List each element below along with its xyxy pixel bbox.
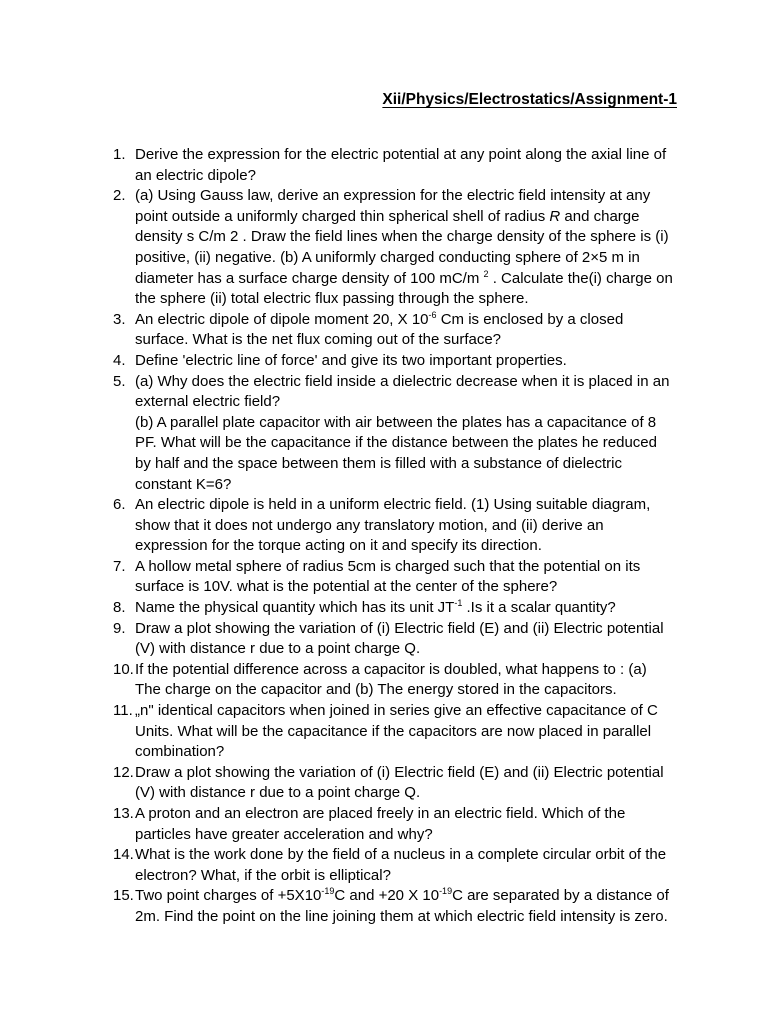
question-number: 11.: [113, 702, 133, 720]
question-item: [0, 186, 768, 310]
question-item: [0, 701, 768, 763]
question-item: [0, 598, 768, 619]
question-number: 7.: [113, 557, 126, 575]
question-number: 9.: [113, 619, 126, 637]
question-text-line: A hollow metal sphere of radius 5cm is charged such that the potential on its: [135, 557, 641, 575]
question-item: [0, 351, 768, 372]
question-item: [0, 619, 768, 660]
question-item: [0, 804, 768, 845]
question-text-line: Draw a plot showing the variation of (i) Electric field (E) and (ii) Electric potential: [135, 763, 664, 781]
question-text-line: An electric dipole is held in a uniform electric field. (1) Using suitable diagram,: [135, 496, 651, 514]
question-text-line: (V) with distance r due to a point charge Q.: [135, 784, 421, 802]
question-number: 3.: [113, 310, 126, 328]
question-number: 10.: [113, 660, 134, 678]
question-number: 6.: [113, 496, 126, 514]
question-text-line: surface. What is the net flux coming out of the surface?: [135, 331, 502, 349]
question-text-line: If the potential difference across a capacitor is doubled, what happens to : (a): [135, 660, 647, 678]
question-text-line: show that it does not undergo any translatory motion, and (ii) derive an: [135, 516, 604, 534]
question-text-line: The charge on the capacitor and (b) The energy stored in the capacitors.: [135, 681, 617, 699]
question-number: 15.: [113, 887, 134, 905]
document-header: Xii/Physics/Electrostatics/Assignment-1: [382, 91, 677, 108]
question-text-line: point outside a uniformly charged thin spherical shell of radius R and charge: [135, 207, 640, 225]
question-number: 5.: [113, 372, 126, 390]
question-item: [0, 495, 768, 557]
question-text-line: An electric dipole of dipole moment 20, X $10^{-6}$ Cm is enclosed by a closed: [135, 309, 624, 328]
question-text-line: an electric dipole?: [135, 166, 256, 184]
question-text-line: surface is 10V. what is the potential at the center of the sphere?: [135, 578, 558, 596]
question-text-line: Define 'electric line of force' and give its two important properties.: [135, 351, 567, 369]
question-number: 13.: [113, 805, 134, 822]
question-item: [0, 145, 768, 186]
question-item: [0, 845, 768, 886]
question-text-line: Units. What will be the capacitance if the capacitors are now placed in parallel: [135, 722, 652, 740]
question-text-line: Draw a plot showing the variation of (i) Electric field (E) and (ii) Electric potential: [135, 619, 664, 637]
question-text-line: by half and the space between them is filled with a substance of dielectric: [135, 454, 622, 472]
question-number: 1.: [113, 146, 126, 163]
question-text-line: (a) Using Gauss law, derive an expression for the electric field intensity at any: [135, 187, 651, 205]
question-text-line: particles have greater acceleration and why?: [135, 825, 433, 843]
question-text-line: Derive the expression for the electric potential at any point along the axial line of: [135, 146, 667, 163]
question-text-line: „n" identical capacitors when joined in series give an effective capacitance of C: [135, 702, 658, 720]
question-item: [0, 372, 768, 496]
question-item: [0, 886, 768, 927]
question-number: 12.: [113, 763, 134, 781]
question-text-line: 2m. Find the point on the line joining them at which electric field intensity is zero.: [135, 907, 668, 925]
question-text-line: expression for the torque acting on it and specify its direction.: [135, 537, 542, 555]
question-text-line: constant K=6?: [135, 475, 232, 493]
question-text-line: PF. What will be the capacitance if the distance between the plates he reduced: [135, 434, 657, 452]
question-text-line: Name the physical quantity which has its unit $JT^{-1}$ .Is it a scalar quantity?: [135, 598, 616, 617]
question-number: 2.: [113, 187, 126, 205]
question-text-line: A proton and an electron are placed freely in an electric field. Which of the: [135, 805, 626, 822]
question-number: 8.: [113, 599, 126, 617]
question-text-line: combination?: [135, 743, 225, 761]
question-text-line: density s C/m 2 . Draw the field lines when the charge density of the sphere is (i): [135, 228, 669, 246]
question-item: [0, 660, 768, 701]
question-text-line: external electric field?: [135, 393, 281, 411]
question-item: [0, 557, 768, 598]
question-text-line: diameter has a surface charge density of 100 mC/m $^2$ . Calculate the(i) charge on: [135, 268, 673, 287]
question-text-line: Two point charges of $+5X10^{-19}C$ and +20 X $10^{-19}C$ are separated by a distance of: [135, 886, 669, 905]
question-number: 4.: [113, 351, 126, 369]
question-list: [0, 145, 768, 928]
question-text-line: electron? What, if the orbit is elliptical?: [135, 866, 391, 884]
question-text-line: positive, (ii) negative. (b) A uniformly charged conducting sphere of 2×5 m in: [135, 248, 640, 266]
question-text-line: (a) Why does the electric field inside a dielectric decrease when it is placed in an: [135, 372, 670, 390]
question-item: [0, 763, 768, 804]
question-item: [0, 310, 768, 351]
question-text-line: the sphere (ii) total electric flux passing through the sphere.: [135, 290, 529, 308]
question-text-line: (b) A parallel plate capacitor with air between the plates has a capacitance of 8: [135, 413, 657, 431]
question-text-line: (V) with distance r due to a point charge Q.: [135, 640, 421, 658]
question-text-line: What is the work done by the field of a nucleus in a complete circular orbit of the: [135, 846, 667, 864]
question-number: 14.: [113, 846, 134, 864]
